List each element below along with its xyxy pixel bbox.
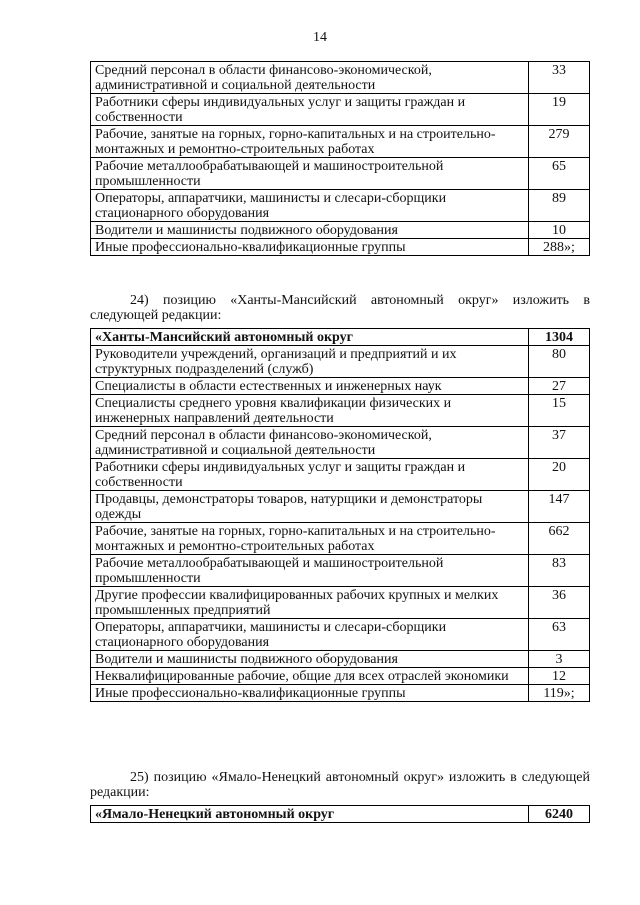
row-value: 119»;: [529, 685, 590, 702]
row-label: Работники сферы индивидуальных услуг и защиты граждан и собственности: [91, 459, 529, 491]
row-value: 662: [529, 523, 590, 555]
row-value: 15: [529, 395, 590, 427]
table-row: [91, 427, 590, 459]
table-row: [91, 190, 590, 222]
region-total: 1304: [529, 329, 590, 346]
row-label: Неквалифицированные рабочие, общие для всех отраслей экономики: [91, 668, 529, 685]
row-value: 12: [529, 668, 590, 685]
row-label: Рабочие металлообрабатывающей и машиностроительной промышленности: [91, 555, 529, 587]
table-row: [91, 94, 590, 126]
row-value: 65: [529, 158, 590, 190]
row-label: Операторы, аппаратчики, машинисты и слесари-сборщики стационарного оборудования: [91, 619, 529, 651]
row-value: 147: [529, 491, 590, 523]
row-value: 20: [529, 459, 590, 491]
row-label: Рабочие металлообрабатывающей и машиностроительной промышленности: [91, 158, 529, 190]
table-row: [91, 587, 590, 619]
row-label: Специалисты среднего уровня квалификации физических и инженерных направлений деятельности: [91, 395, 529, 427]
table-row: [91, 126, 590, 158]
table-row: [91, 668, 590, 685]
table-row: [91, 491, 590, 523]
region-total: 6240: [529, 806, 590, 823]
table-row: [91, 395, 590, 427]
table-row: [91, 378, 590, 395]
yamalo-nenets-table: [90, 805, 590, 823]
table-row: [91, 346, 590, 378]
row-label: Операторы, аппаратчики, машинисты и слесари-сборщики стационарного оборудования: [91, 190, 529, 222]
table-row: [91, 459, 590, 491]
page-number: 14: [313, 30, 327, 45]
row-value: 27: [529, 378, 590, 395]
row-label: Рабочие, занятые на горных, горно-капитальных и на строительно-монтажных и ремонтно-строительных работах: [91, 126, 529, 158]
row-value: 279: [529, 126, 590, 158]
khanty-mansi-table: [90, 328, 590, 702]
row-value: 33: [529, 62, 590, 94]
row-label: Продавцы, демонстраторы товаров, натурщики и демонстраторы одежды: [91, 491, 529, 523]
table-row: [91, 555, 590, 587]
region-name: «Ханты-Мансийский автономный округ: [91, 329, 529, 346]
table-row: [91, 523, 590, 555]
row-value: 89: [529, 190, 590, 222]
row-label: Иные профессионально-квалификационные группы: [91, 239, 529, 256]
row-label: Специалисты в области естественных и инженерных наук: [91, 378, 529, 395]
region-name: «Ямало-Ненецкий автономный округ: [91, 806, 529, 823]
row-value: 19: [529, 94, 590, 126]
table-row: [91, 619, 590, 651]
row-value: 10: [529, 222, 590, 239]
amendment-paragraph-24: 24) позицию «Ханты-Мансийский автономный округ» изложить в следующей редакции:: [90, 293, 590, 323]
row-value: 3: [529, 651, 590, 668]
table-header-row: [91, 806, 590, 823]
table-row: [91, 158, 590, 190]
table-row: [91, 222, 590, 239]
row-value: 36: [529, 587, 590, 619]
row-label: Водители и машинисты подвижного оборудования: [91, 651, 529, 668]
table-row: [91, 62, 590, 94]
table-header-row: [91, 329, 590, 346]
row-value: 83: [529, 555, 590, 587]
row-value: 37: [529, 427, 590, 459]
row-label: Иные профессионально-квалификационные группы: [91, 685, 529, 702]
table-row: [91, 685, 590, 702]
table-row: [91, 239, 590, 256]
amendment-paragraph-25: 25) позицию «Ямало-Ненецкий автономный округ» изложить в следующей редакции:: [90, 770, 590, 800]
row-value: 288»;: [529, 239, 590, 256]
occupation-table-continued: [90, 61, 590, 256]
row-label: Рабочие, занятые на горных, горно-капитальных и на строительно-монтажных и ремонтно-строительных работах: [91, 523, 529, 555]
table-row: [91, 651, 590, 668]
row-label: Средний персонал в области финансово-экономической, административной и социальной деятельности: [91, 427, 529, 459]
row-value: 63: [529, 619, 590, 651]
row-label: Руководители учреждений, организаций и предприятий и их структурных подразделений (служб): [91, 346, 529, 378]
row-label: Работники сферы индивидуальных услуг и защиты граждан и собственности: [91, 94, 529, 126]
row-label: Другие профессии квалифицированных рабочих крупных и мелких промышленных предприятий: [91, 587, 529, 619]
row-label: Средний персонал в области финансово-экономической, административной и социальной деятельности: [91, 62, 529, 94]
row-value: 80: [529, 346, 590, 378]
row-label: Водители и машинисты подвижного оборудования: [91, 222, 529, 239]
